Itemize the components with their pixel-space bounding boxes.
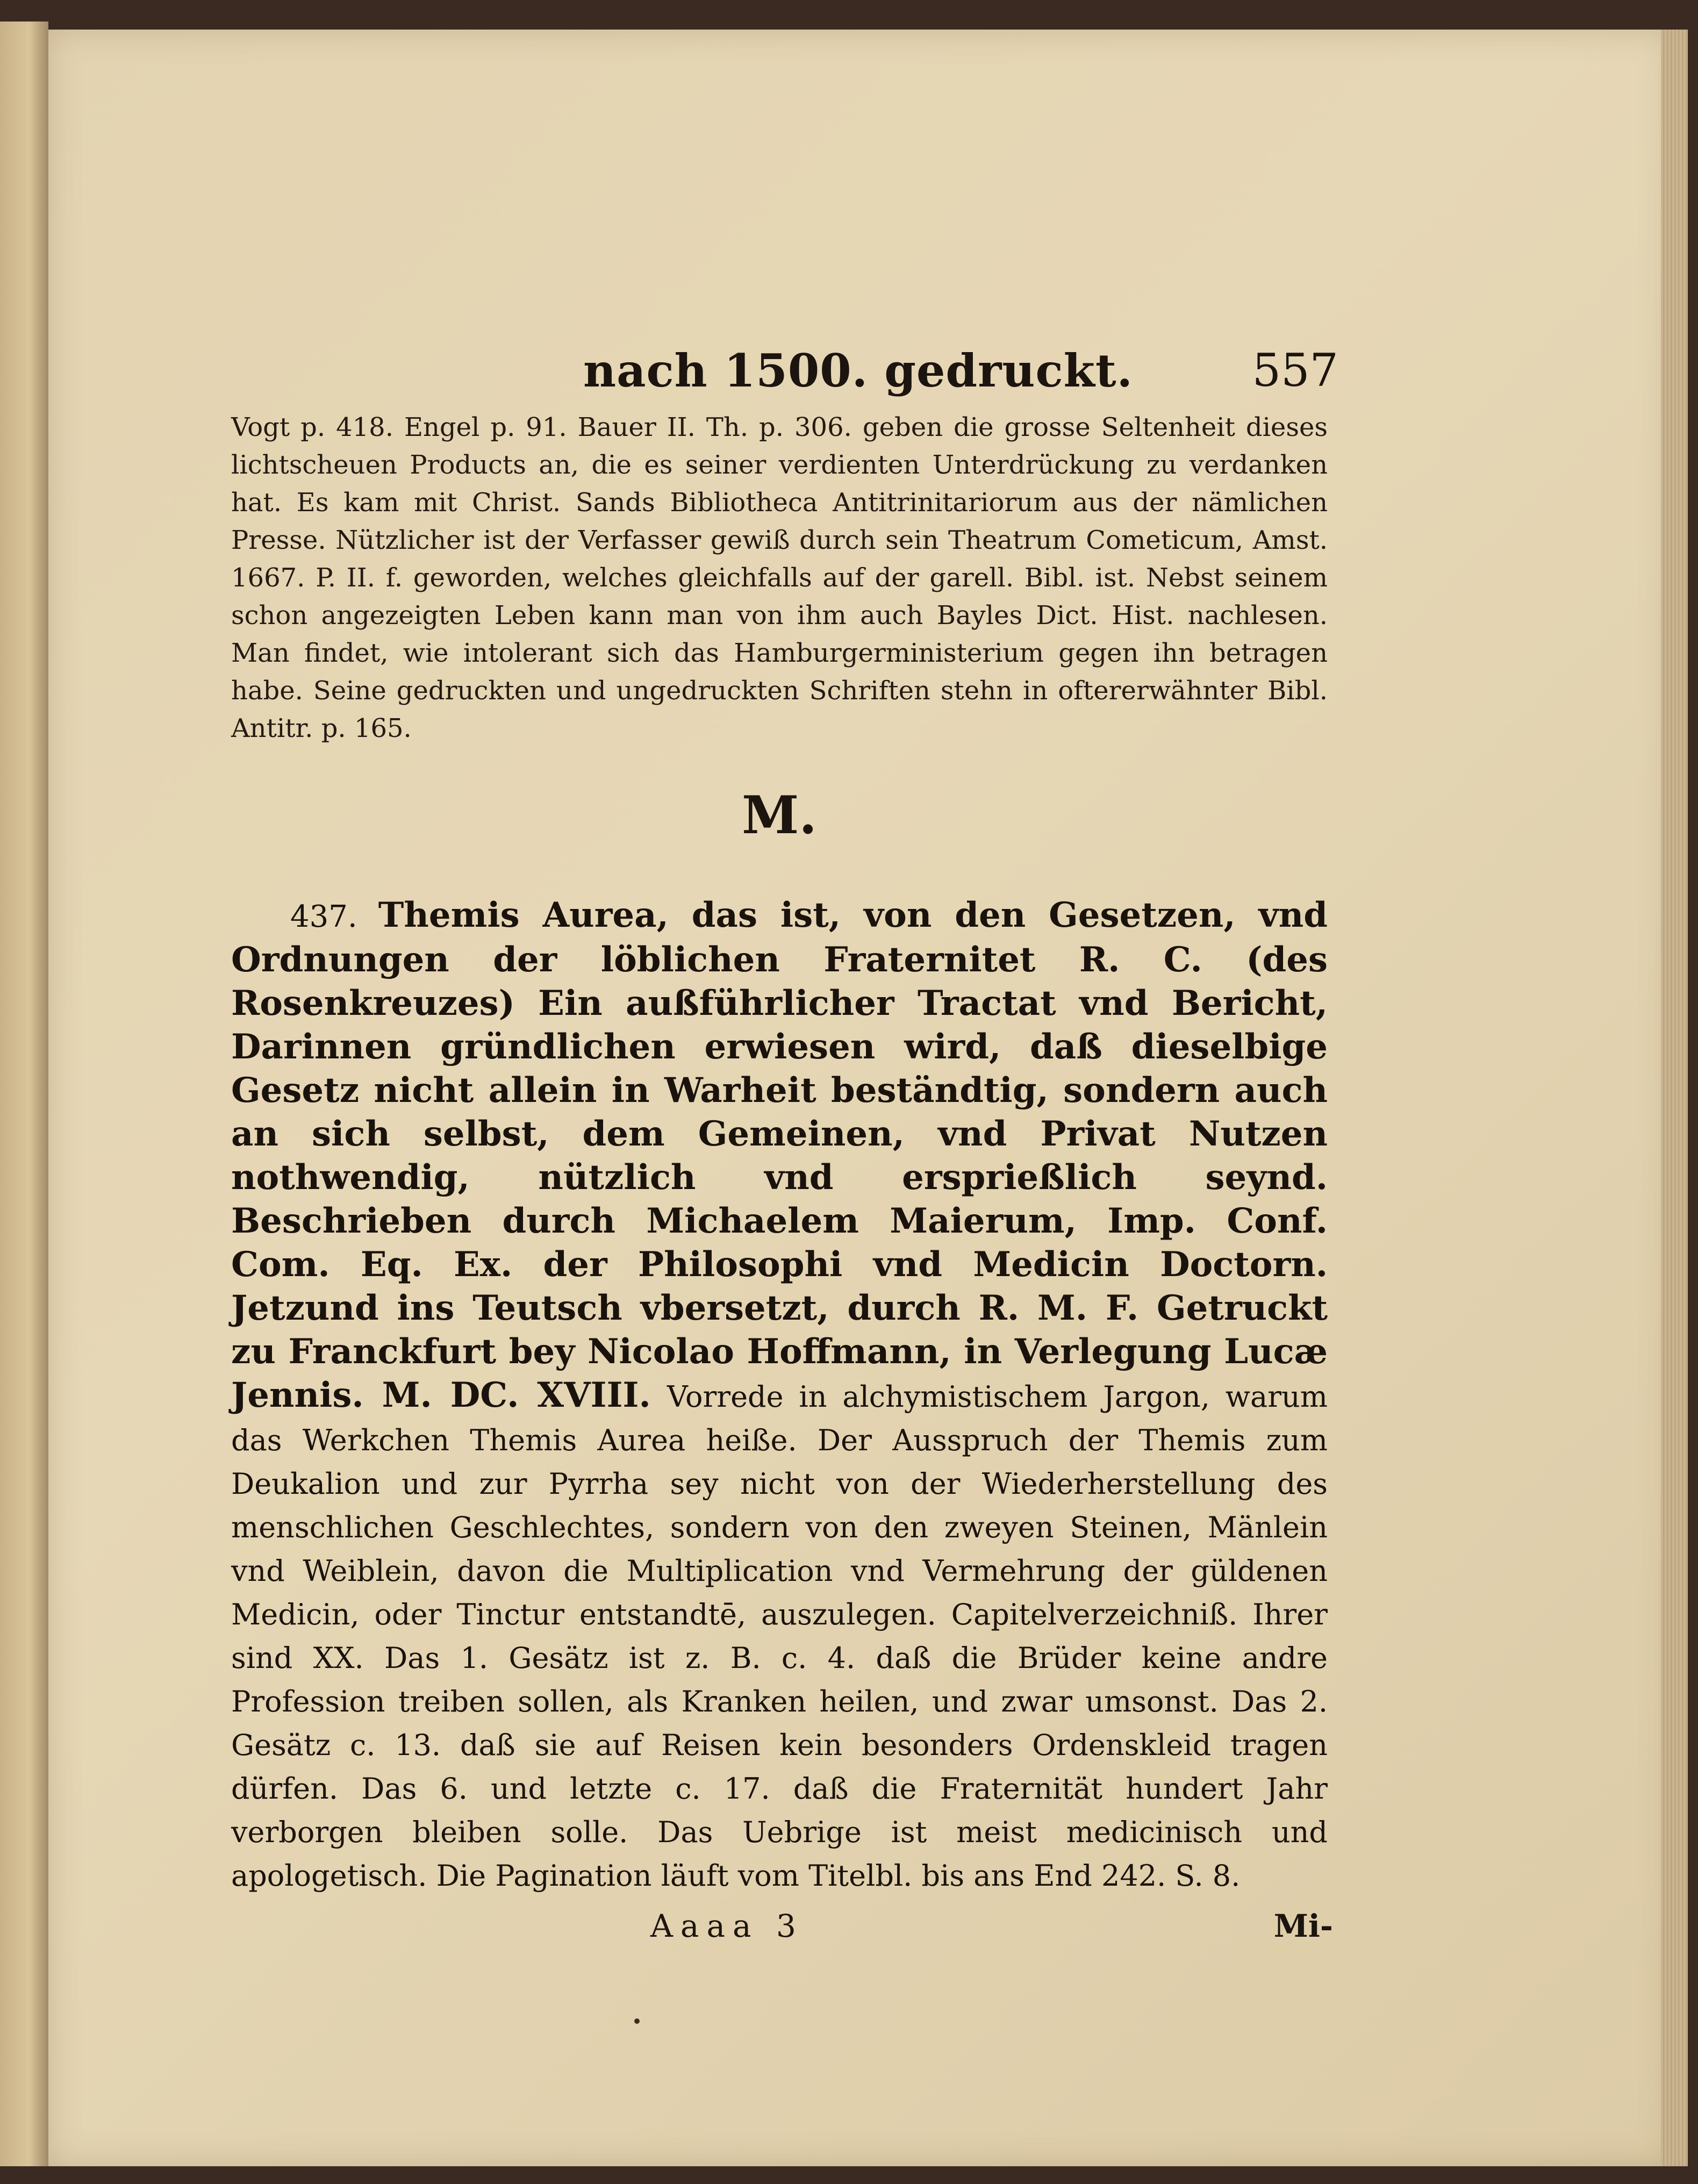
catchword: Mi- xyxy=(1273,1908,1333,1944)
page-number: 557 xyxy=(1252,344,1338,397)
ink-spot xyxy=(634,2018,640,2024)
running-head xyxy=(231,333,1338,398)
entry-title: Themis Aurea, das ist, von den Gesetzen, vnd Ordnungen der löblichen Fraternitet R. C. (des Rosenkreuzes) Ein außführlicher Tractat vnd Bericht, Darinnen gründlichen erwiesen wird, daß dieselbige Gesetz nicht allein in Warheit beständtig, sondern auch an sich selbst, dem Gemeinen, vnd Privat Nutzen nothwendig, nützlich vnd ersprießlich seynd. Beschrieben durch Michaelem Maierum, Imp. Conf. Com. Eq. Ex. der Philosophi vnd Medicin Doctorn. Jetzund ins Teutsch vbersetzt, durch R. M. F. Getruckt zu Franckfurt bey Nicolao Hoffmann, in Verlegung Lucæ Jennis. M. DC. XVIII. xyxy=(231,895,1328,1415)
left-page-edge xyxy=(0,22,48,2166)
footer-line xyxy=(231,1908,1333,1956)
entry-description: Vorrede in alchymistischem Jargon, warum das Werkchen Themis Aurea heiße. Der Ausspruch der Themis zum Deukalion und zur Pyrrha sey nicht von der Wiederherstellung des menschlichen Geschlechtes, sondern von den zweyen Steinen, Mänlein vnd Weiblein, davon die Multiplication vnd Vermehrung der güldenen Medicin, oder Tinctur entstandtē, auszulegen. Capitelverzeichniß. Ihrer sind XX. Das 1. Gesätz ist z. B. c. 4. daß die Brüder keine andre Profession treiben sollen, als Kranken heilen, und zwar umsonst. Das 2. Gesätz c. 13. daß sie auf Reisen kein besonders Ordenskleid tragen dürfen. Das 6. und letzte c. 17. daß die Fraternität hundert Jahr verborgen bleiben solle. Das Uebrige ist meist medicinisch und apologetisch. Die Pagination läuft vom Titelbl. bis ans End 242. S. 8. xyxy=(231,1380,1328,1893)
entry-number: 437. xyxy=(290,899,357,934)
page-content xyxy=(231,333,1338,1956)
signature-mark: Aaaa 3 xyxy=(650,1908,804,1944)
catalog-entry xyxy=(231,894,1328,1897)
running-title: nach 1500. gedruckt. xyxy=(583,344,1133,397)
footnote-paragraph: Vogt p. 418. Engel p. 91. Bauer II. Th. p. 306. geben die grosse Seltenheit dieses lichtscheuen Products an, die es seiner verdienten Unterdrückung zu verdanken hat. Es kam mit Christ. Sands Bibliotheca Antitrinitariorum aus der nämlichen Presse. Nützlicher ist der Verfasser gewiß durch sein Theatrum Cometicum, Amst. 1667. P. II. f. geworden, welches gleichfalls auf der garell. Bibl. ist. Nebst seinem schon angezeigten Leben kann man von ihm auch Bayles Dict. Hist. nachlesen. Man findet, wie intolerant sich das Hamburgerministerium gegen ihn betragen habe. Seine gedruckten und ungedruckten Schriften stehn in oftererwähnter Bibl. Antitr. p. 165. xyxy=(231,412,1328,743)
page-stack-edge xyxy=(1661,30,1688,2166)
section-letter: M. xyxy=(742,785,817,846)
